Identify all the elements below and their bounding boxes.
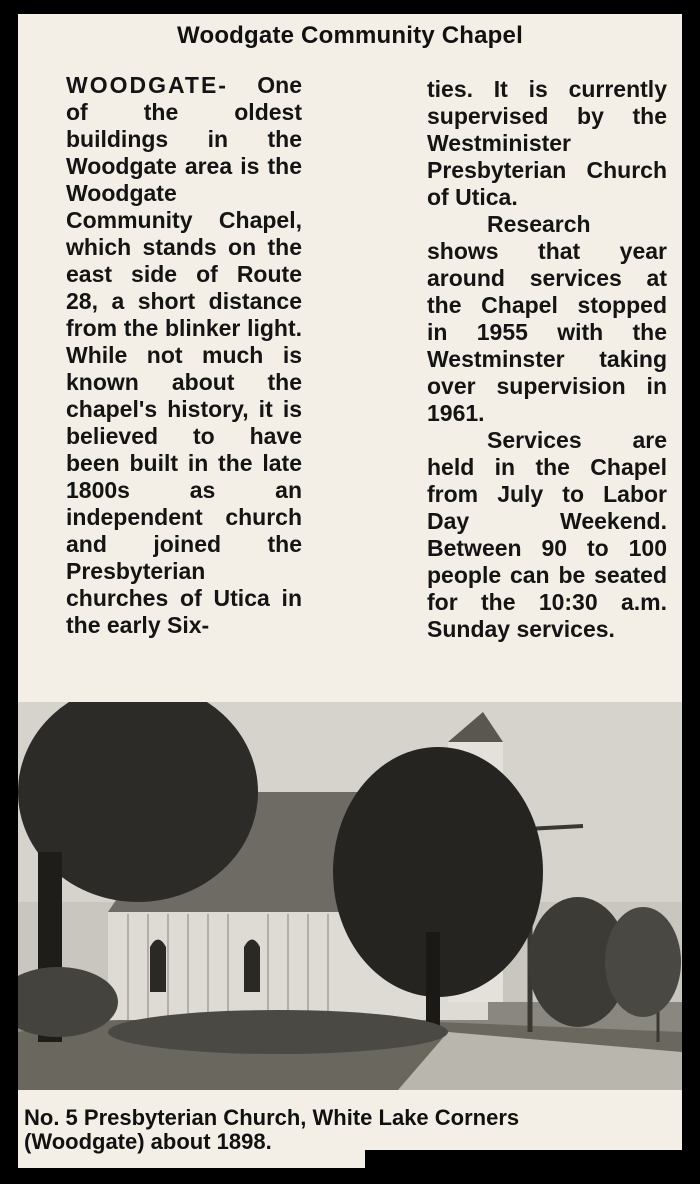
paragraph: ties. It is currently supervised by the Westminister Presbyterian Church of Utica. <box>427 76 667 210</box>
left-column-text: One of the oldest buildings in the Woodgate area is the Woodgate Community Chapel, which stands on the east side of Route 28, a short distance from the blinker light. While not much is known about the chapel's history, it is believed to have been built in the late 1800s as an independent church and joined the Presbyterian churches of Utica in the early Six- <box>66 72 302 638</box>
paragraph: Services are held in the Chapel from July to Labor Day Weekend. Between 90 to 100 people can be seated for the 10:30 a.m. Sunday services. <box>427 427 667 642</box>
article-right-column <box>427 76 667 643</box>
photo-caption <box>24 1106 666 1154</box>
dateline: WOODGATE- <box>66 72 228 98</box>
scan-corner <box>365 1150 700 1184</box>
chapel-photograph <box>18 702 682 1090</box>
paragraph: Research shows that year around services at the Chapel stopped in 1955 with the Westminster taking over supervision in 1961. <box>427 211 667 426</box>
caption-line: No. 5 Presbyterian Church, White Lake Corners <box>24 1105 520 1130</box>
article-headline: Woodgate Community Chapel <box>177 22 523 49</box>
article-left-column <box>66 72 302 639</box>
caption-line: (Woodgate) about 1898. <box>24 1129 272 1154</box>
